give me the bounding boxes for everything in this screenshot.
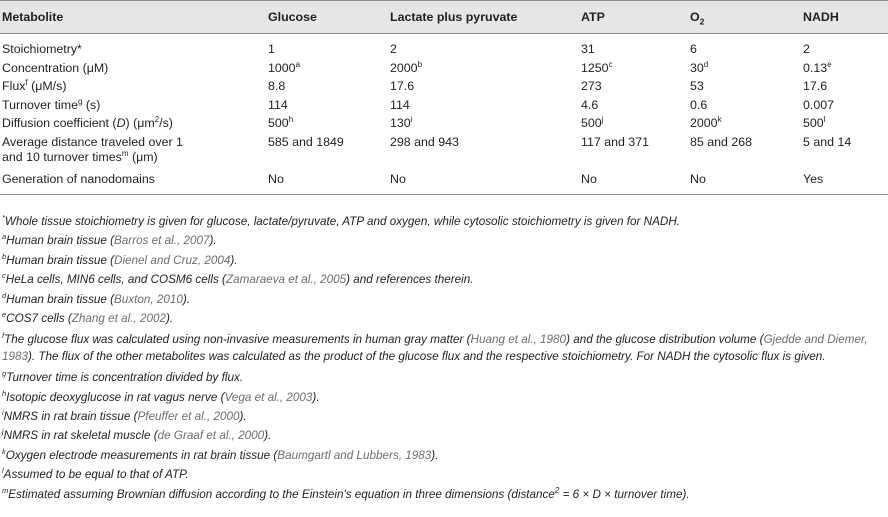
footnote: $^f$The glucose flux was calculated using non-invasive measurements in human gray matter (Huang et al., 1980) and the glucose distribution volume (Gjedde and Diemer, 1983). The flux of the other metabolites was calculated as the product of the glucose flux and the respective stoichiometry. For NADH the cytosolic flux is given. — [2, 330, 868, 364]
table-cell: 53 — [690, 79, 704, 94]
table-cell: 500$^h$ — [268, 115, 294, 131]
table-cell: 298 and 943 — [390, 134, 459, 149]
table-cell: 4.6 — [581, 97, 599, 112]
header-row — [0, 1, 888, 34]
footnote: $^l$Assumed to be equal to that of ATP. — [2, 466, 189, 482]
footnote: $^k$Oxygen electrode measurements in rat brain tissue (Baumgartl and Lubbers, 1983). — [2, 446, 439, 462]
table-cell: 1250$^c$ — [581, 59, 613, 75]
footnote: $^d$Human brain tissue (Buxton, 2010). — [2, 290, 191, 306]
table-cell: No — [687, 170, 800, 195]
footnote: $^j$NMRS in rat skeletal muscle (de Graaf et al., 2000). — [2, 427, 272, 443]
table-cell: 2000$^k$ — [690, 115, 722, 131]
metabolite-table — [0, 0, 888, 195]
footnote: $^a$Human brain tissue (Barros et al., 2007). — [2, 232, 217, 248]
header-glucose: Glucose — [265, 1, 387, 34]
citation-link[interactable]: Barros et al., 2007 — [114, 234, 210, 248]
table-cell: 85 and 268 — [690, 134, 753, 149]
header-lactate: Lactate plus pyruvate — [387, 1, 578, 34]
table-cell: 0.007 — [803, 97, 835, 112]
table-cell: 130$^i$ — [390, 115, 413, 131]
table-cell: 500$^j$ — [581, 115, 604, 131]
row-label: Flux$^f$ (μM/s) — [2, 78, 67, 94]
citation-link[interactable]: Zamaraeva et al., 2005 — [225, 273, 347, 287]
table-cell: 114 — [390, 97, 410, 112]
table-row — [0, 114, 888, 133]
citation-link[interactable]: Zhang et al., 2002 — [71, 312, 167, 326]
table-row — [0, 59, 888, 78]
citation-link[interactable]: de Graaf et al., 2000 — [157, 429, 265, 443]
table-cell: 2 — [390, 42, 397, 56]
table-cell: 117 and 371 — [581, 134, 649, 149]
citation-link[interactable]: Baumgartl and Lubbers, 1983 — [277, 448, 432, 462]
table-cell: 273 — [581, 79, 602, 94]
table-cell: 2 — [803, 42, 810, 56]
table-row — [0, 77, 888, 96]
header-atp: ATP — [578, 1, 687, 34]
table-cell: 17.6 — [390, 79, 415, 94]
table-cell: No — [578, 170, 687, 195]
citation-link[interactable]: Buxton, 2010 — [114, 292, 183, 306]
table-row — [0, 133, 888, 170]
footnote: $^e$COS7 cells (Zhang et al., 2002). — [2, 310, 174, 326]
row-label: Average distance traveled over 1 and 10 turnover times$^m$ (μm) — [2, 134, 183, 165]
table-cell: 1000$^a$ — [268, 59, 301, 75]
row-label: Concentration (μM) — [2, 60, 109, 75]
header-metabolite: Metabolite — [0, 1, 265, 34]
header-nadh: NADH — [800, 1, 888, 34]
table-cell: 2000$^b$ — [390, 59, 423, 75]
citation-link[interactable]: Pfeuffer et al., 2000 — [137, 409, 240, 423]
row-label: Turnover time$^g$ (s) — [2, 96, 101, 112]
table-cell: 585 and 1849 — [268, 134, 344, 149]
row-label: Diffusion coefficient (D) $(\mu m^2/s)$ — [2, 115, 173, 131]
table-cell: No — [387, 170, 578, 195]
footnote: $^b$Human brain tissue (Dienel and Cruz, 2004). — [2, 251, 238, 267]
citation-link[interactable]: Dienel and Cruz, 2004 — [114, 253, 231, 267]
footnote: $^g$Turnover time is concentration divided by flux. — [2, 369, 244, 385]
table-row — [0, 170, 888, 195]
header-o2: $O_2$ — [687, 1, 800, 34]
footnote: $^c$HeLa cells, MIN6 cells, and COSM6 cells (Zamaraeva et al., 2005) and references therein. — [2, 271, 474, 287]
citation-link[interactable]: Gjedde and Diemer, 1983 — [2, 332, 868, 364]
table-cell: 0.6 — [690, 97, 708, 112]
table-cell: 1 — [268, 42, 275, 56]
footnote: $^m$Estimated assuming Brownian diffusion according to the Einstein's equation in three dimensions (distance$^2$ = 6 × D × turnover time). — [2, 485, 690, 501]
footnote: $^h$Isotopic deoxyglucose in rat vagus nerve (Vega et al., 2003). — [2, 388, 320, 404]
citation-link[interactable]: Huang et al., 1980 — [470, 332, 567, 346]
table-cell: 114 — [268, 97, 288, 112]
table-cell: 5 and 14 — [803, 134, 852, 149]
table-row — [0, 96, 888, 115]
row-label: Stoichiometry* — [2, 42, 82, 56]
table-cell: 17.6 — [803, 79, 828, 94]
table-row — [0, 34, 888, 59]
footnote: *Whole tissue stoichiometry is given for glucose, lactate/pyruvate, ATP and oxygen, while cytosolic stoichiometry is given for NADH. — [2, 213, 681, 228]
footnote: $^i$NMRS in rat brain tissue (Pfeuffer et al., 2000). — [2, 408, 247, 423]
table-cell: 8.8 — [268, 79, 286, 94]
table-cell: 31 — [581, 42, 595, 56]
o2-subscript: 2 — [699, 16, 705, 27]
footnotes — [2, 214, 882, 506]
table-cell: No — [265, 170, 387, 195]
row-label: Generation of nanodomains — [0, 170, 265, 195]
table-cell: Yes — [800, 170, 888, 195]
table-cell: 30$^d$ — [690, 59, 709, 75]
table-cell: 500$^l$ — [803, 115, 826, 131]
citation-link[interactable]: Vega et al., 2003 — [224, 390, 313, 404]
table-cell: 6 — [690, 42, 697, 56]
table-cell: 0.13e — [803, 59, 832, 75]
